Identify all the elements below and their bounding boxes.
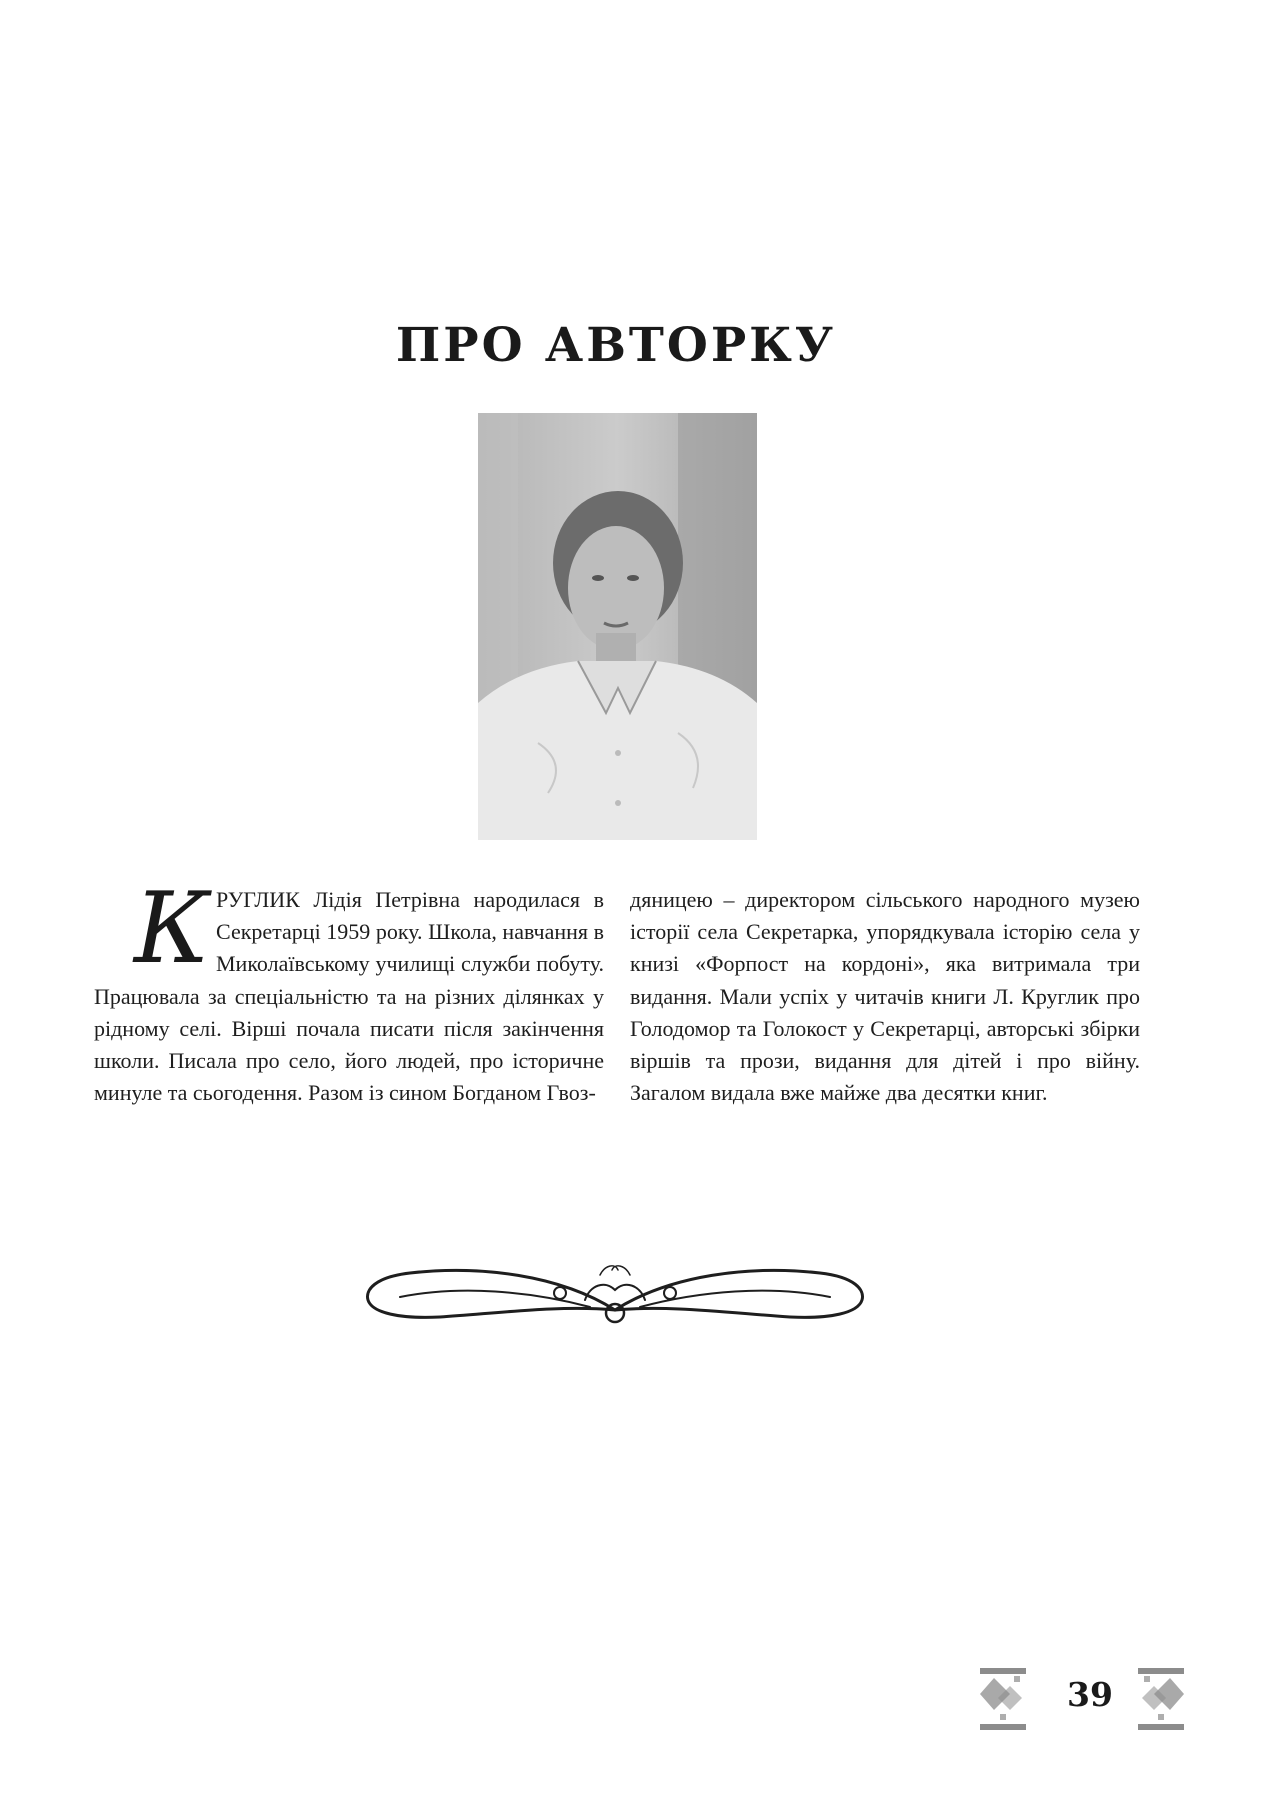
embroidery-motif-icon: [980, 1668, 1026, 1730]
embroidery-motif-icon: [1138, 1668, 1184, 1730]
dropcap: К: [134, 872, 210, 986]
author-photo: [478, 413, 757, 840]
page-number-block: [980, 1665, 1200, 1735]
bio-column-right: [630, 884, 1140, 1109]
bio-text-left: РУГЛИК Лідія Петрівна народилася в Секретарці 1959 року. Школа, навчання в Миколаївському училищі служби побуту. Працювала за спеціальністю та на різних ділянках у рідному селі. Вірші почала писати після закінчення школи. Писала про село, його людей, про історичне минуле та сьогодення. Разом із сином Богданом Гвоз-: [94, 887, 604, 1106]
flourish-divider-icon: [360, 1255, 870, 1335]
bio-column-left: [94, 872, 604, 1109]
page-number: 39: [1067, 1675, 1113, 1714]
bio-text-right: дяницею – директором сільського народного музею історії села Секретарка, упорядкувала історію села у книзі «Форпост на кордоні», яка витримала три видання. Мали успіх у читачів книги Л. Круглик про Голодомор та Голокост у Секретарці, авторські збірки віршів та прози, видання для дітей і про війну. Загалом видала вже майже два десятки книг.: [630, 887, 1140, 1106]
page-title: ПРО АВТОРКУ: [395, 318, 837, 373]
